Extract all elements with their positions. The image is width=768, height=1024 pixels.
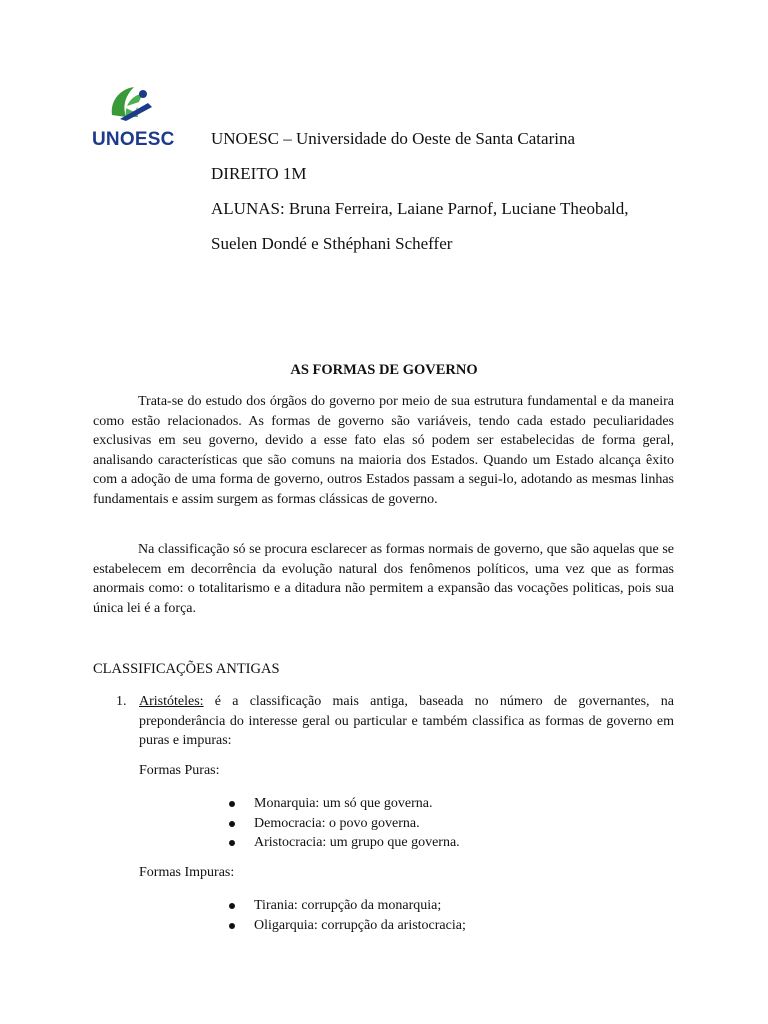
list-item: Tirania: corrupção da monarquia; xyxy=(229,896,466,916)
list-item: Oligarquia: corrupção da aristocracia; xyxy=(229,916,466,936)
unoesc-logo-icon xyxy=(108,85,156,129)
document-title: AS FORMAS DE GOVERNO xyxy=(290,362,478,378)
item-text: é a classificação mais antiga, baseada no número de governantes, na preponderância do interesse geral ou particular e também classifica as formas de governo em puras e impuras: xyxy=(139,694,674,749)
list-item: Aristocracia: um grupo que governa. xyxy=(229,833,460,853)
item-number: 1. xyxy=(116,694,127,709)
impure-forms-list xyxy=(229,896,466,935)
paragraph-2-text: Na classificação só se procura esclarecer as formas normais de governo, que são aquelas que se estabelecem em decorrência da evolução natural dos fenômenos políticos, uma vez que as formas anormais como: o totalitarismo e a ditadura não permitem a expansão das vocações politicas, pois sua única lei é a força. xyxy=(93,542,674,616)
list-item: Democracia: o povo governa. xyxy=(229,814,460,834)
header-students-cont: Suelen Dondé e Sthéphani Scheffer xyxy=(211,234,453,253)
paragraph-2 xyxy=(93,540,674,618)
pure-forms-list xyxy=(229,794,460,853)
pure-forms-label: Formas Puras: xyxy=(139,763,220,778)
paragraph-1 xyxy=(93,392,674,510)
paragraph-1-text: Trata-se do estudo dos órgãos do governo por meio de sua estrutura fundamental e da maneira como estão relacionados. As formas de governo são variáveis, tendo cada estado peculiaridades exclusivas em seu governo, devido a esse fato elas só podem ser estabelecidas de forma geral, analisando características que são comuns na maioria dos Estados. Quando um Estado alcança êxito com a adoção de uma forma de governo, outros Estados passam a segui-lo, adotando as mesmas linhas fundamentais e assim surgem as formas clássicas de governo. xyxy=(93,394,674,507)
numbered-item xyxy=(93,692,674,751)
header-course: DIREITO 1M xyxy=(211,164,307,183)
item-term: Aristóteles: xyxy=(139,694,204,709)
impure-forms-label: Formas Impuras: xyxy=(139,865,235,880)
list-item: Monarquia: um só que governa. xyxy=(229,794,460,814)
unoesc-logo xyxy=(90,85,176,151)
header-university: UNOESC – Universidade do Oeste de Santa Catarina xyxy=(211,129,575,148)
section-heading: CLASSIFICAÇÕES ANTIGAS xyxy=(93,661,280,677)
item-body xyxy=(139,692,674,751)
logo-text: UNOESC xyxy=(92,129,175,150)
header-students: ALUNAS: Bruna Ferreira, Laiane Parnof, Luciane Theobald, xyxy=(211,199,629,218)
